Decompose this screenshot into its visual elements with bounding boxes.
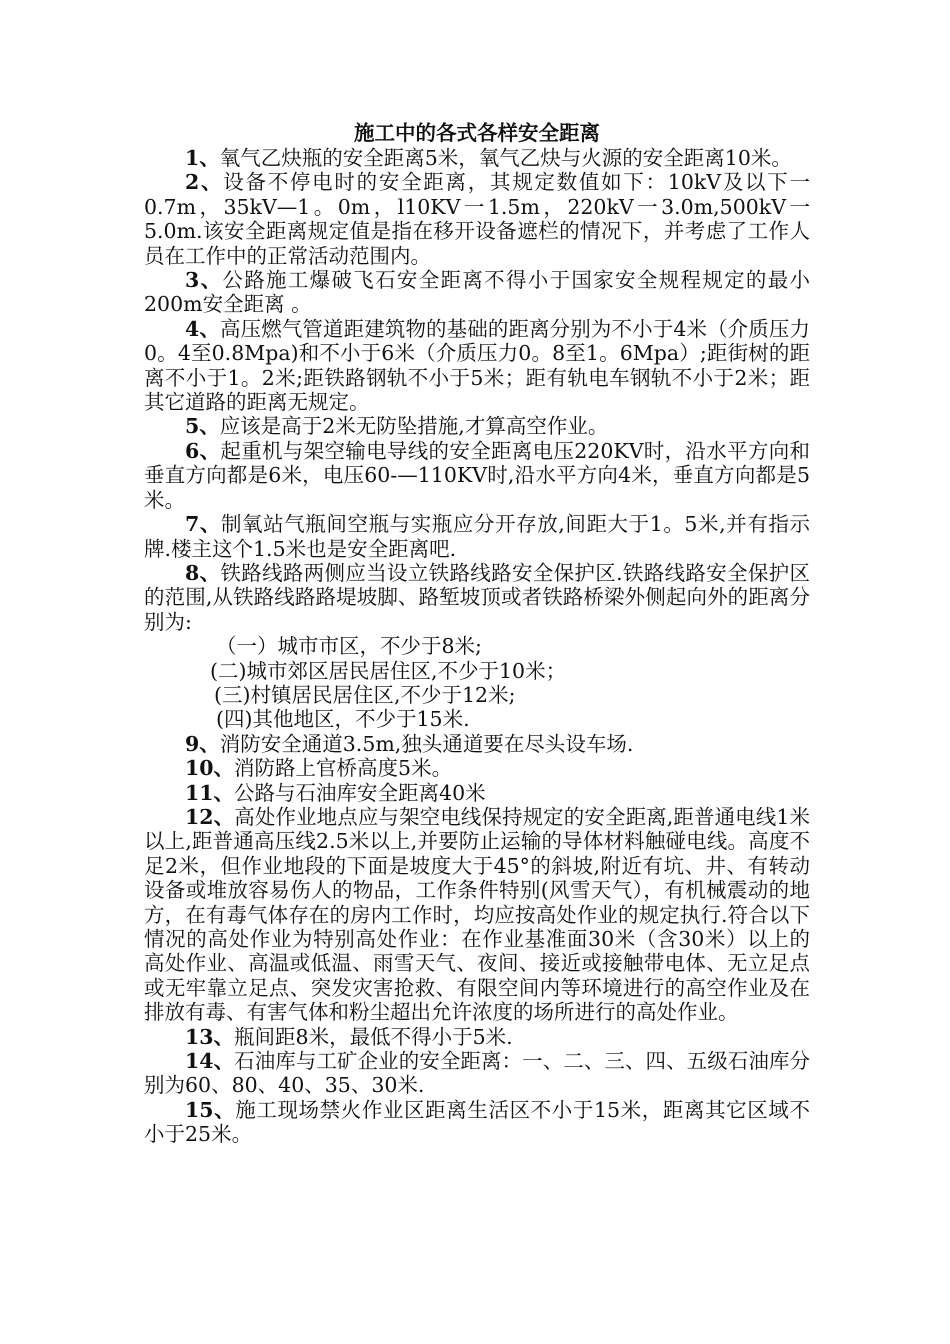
list-item: [144, 781, 810, 805]
list-item: [144, 146, 810, 170]
item-number: 13、: [185, 1024, 235, 1049]
list-item: [144, 512, 810, 561]
list-item: [144, 1025, 810, 1049]
list-item: [144, 170, 810, 268]
item-number: 14、: [185, 1049, 235, 1074]
list-item: [144, 756, 810, 780]
item-text: 消防安全通道3.5m,独头通道要在尽头设车场.: [219, 731, 634, 756]
sub-item: （一）城市市区，不少于8米;: [216, 634, 482, 659]
item-text: 公路施工爆破飞石安全距离不得小于国家安全规程规定的最小200m安全距离 。: [144, 268, 810, 317]
document-page: [144, 120, 810, 1147]
item-number: 10、: [185, 756, 235, 781]
sub-item: (四)其他地区，不少于15米.: [216, 707, 470, 732]
item-number: 8、: [185, 560, 221, 585]
item-text: 公路与石油库安全距离40米: [234, 780, 486, 805]
list-item: [144, 414, 810, 438]
item-text: 高处作业地点应与架空电线保持规定的安全距离,距普通电线1米以上,距普通高压线2.5米以上,并要防止运输的导体材料触碰电线。高度不足2米，但作业地段的下面是坡度大于45°的斜坡,附近有坑、井、有转动设备或堆放容易伤人的物品，工作条件特别(风雪天气），有机械震动的地方，在有毒气体存在的房内工作时，均应按高处作业的规定执行.符合以下情况的高处作业为特别高处作业：在作业基准面30米（含30米）以上的高处作业、高温或低温、雨雪天气、夜间、接近或接触带电体、无立足点或无牢靠立足点、突发灾害抢救、有限空间内等环境进行的高空作业及在排放有毒、有害气体和粉尘超出允许浓度的场所进行的高处作业。: [144, 804, 811, 1025]
item-text: 制氧站气瓶间空瓶与实瓶应分开存放,间距大于1。5米,并有指示牌.楼主这个1.5米也是安全距离吧.: [144, 512, 810, 561]
item-number: 11、: [185, 780, 235, 805]
item-text: 设备不停电时的安全距离，其规定数值如下：10kV及以下一0.7m，35kV—1。0m，l10KV一1.5m，220kV一3.0m,500kV一5.0m.该安全距离规定值是指在移开设备遮栏的情况下，并考虑了工作人员在工作中的正常活动范围内。: [144, 170, 811, 268]
item-number: 7、: [185, 512, 221, 537]
list-item: [144, 732, 810, 756]
item-text: 氧气乙炔瓶的安全距离5米，氧气乙炔与火源的安全距离10米。: [219, 146, 792, 170]
item-text: 应该是高于2米无防坠措施,才算高空作业。: [219, 414, 609, 439]
list-item: [144, 561, 810, 634]
item-text: 铁路线路两侧应当设立铁路线路安全保护区.铁路线路安全保护区的范围,从铁路线路路堤坡脚、路堑坡顶或者铁路桥梁外侧起向外的距离分别为:: [144, 560, 811, 634]
item-number: 15、: [185, 1097, 236, 1122]
item-text: 高压燃气管道距建筑物的基础的距离分别为不小于4米（介质压力0。4至0.8Mpa)和不小于6米（介质压力0。8至1。6Mpa）;距街树的距离不小于1。2米;距铁路钢轨不小于5米；距有轨电车钢轨不小于2米；距其它道路的距离无规定。: [144, 316, 811, 415]
sub-item: (二)城市郊区居民居住区,不少于10米；: [210, 658, 567, 683]
item-text: 起重机与架空输电导线的安全距离电压220KV时，沿水平方向和垂直方向都是6米，电压60-—110KV时,沿水平方向4米，垂直方向都是5米。: [144, 438, 811, 512]
item-number: 4、: [185, 316, 220, 341]
item-number: 2、: [185, 170, 224, 195]
sub-item: (三)村镇居民居住区,不少于12米;: [214, 682, 516, 707]
list-item: [144, 805, 810, 1025]
item-number: 12、: [185, 804, 235, 829]
item-text: 消防路上官桥高度5米。: [234, 756, 453, 781]
document-title: 施工中的各式各样安全距离: [354, 121, 600, 145]
item-number: 5、: [185, 414, 220, 439]
item-text: 瓶间距8米，最低不得小于5米.: [234, 1024, 513, 1049]
list-item: [144, 1049, 810, 1098]
list-item: [144, 439, 810, 512]
list-item: [144, 268, 810, 317]
list-item: [144, 1098, 810, 1147]
item-text: 石油库与工矿企业的安全距离：一、二、三、四、五级石油库分别为60、80、40、35、30米.: [144, 1049, 811, 1098]
item-text: 施工现场禁火作业区距离生活区不小于15米，距离其它区域不小于25米。: [144, 1097, 810, 1147]
item-number: 1、: [185, 146, 220, 170]
list-item: [144, 317, 810, 415]
item-number: 6、: [185, 438, 221, 463]
item-number: 3、: [185, 268, 223, 293]
item-number: 9、: [185, 731, 220, 756]
